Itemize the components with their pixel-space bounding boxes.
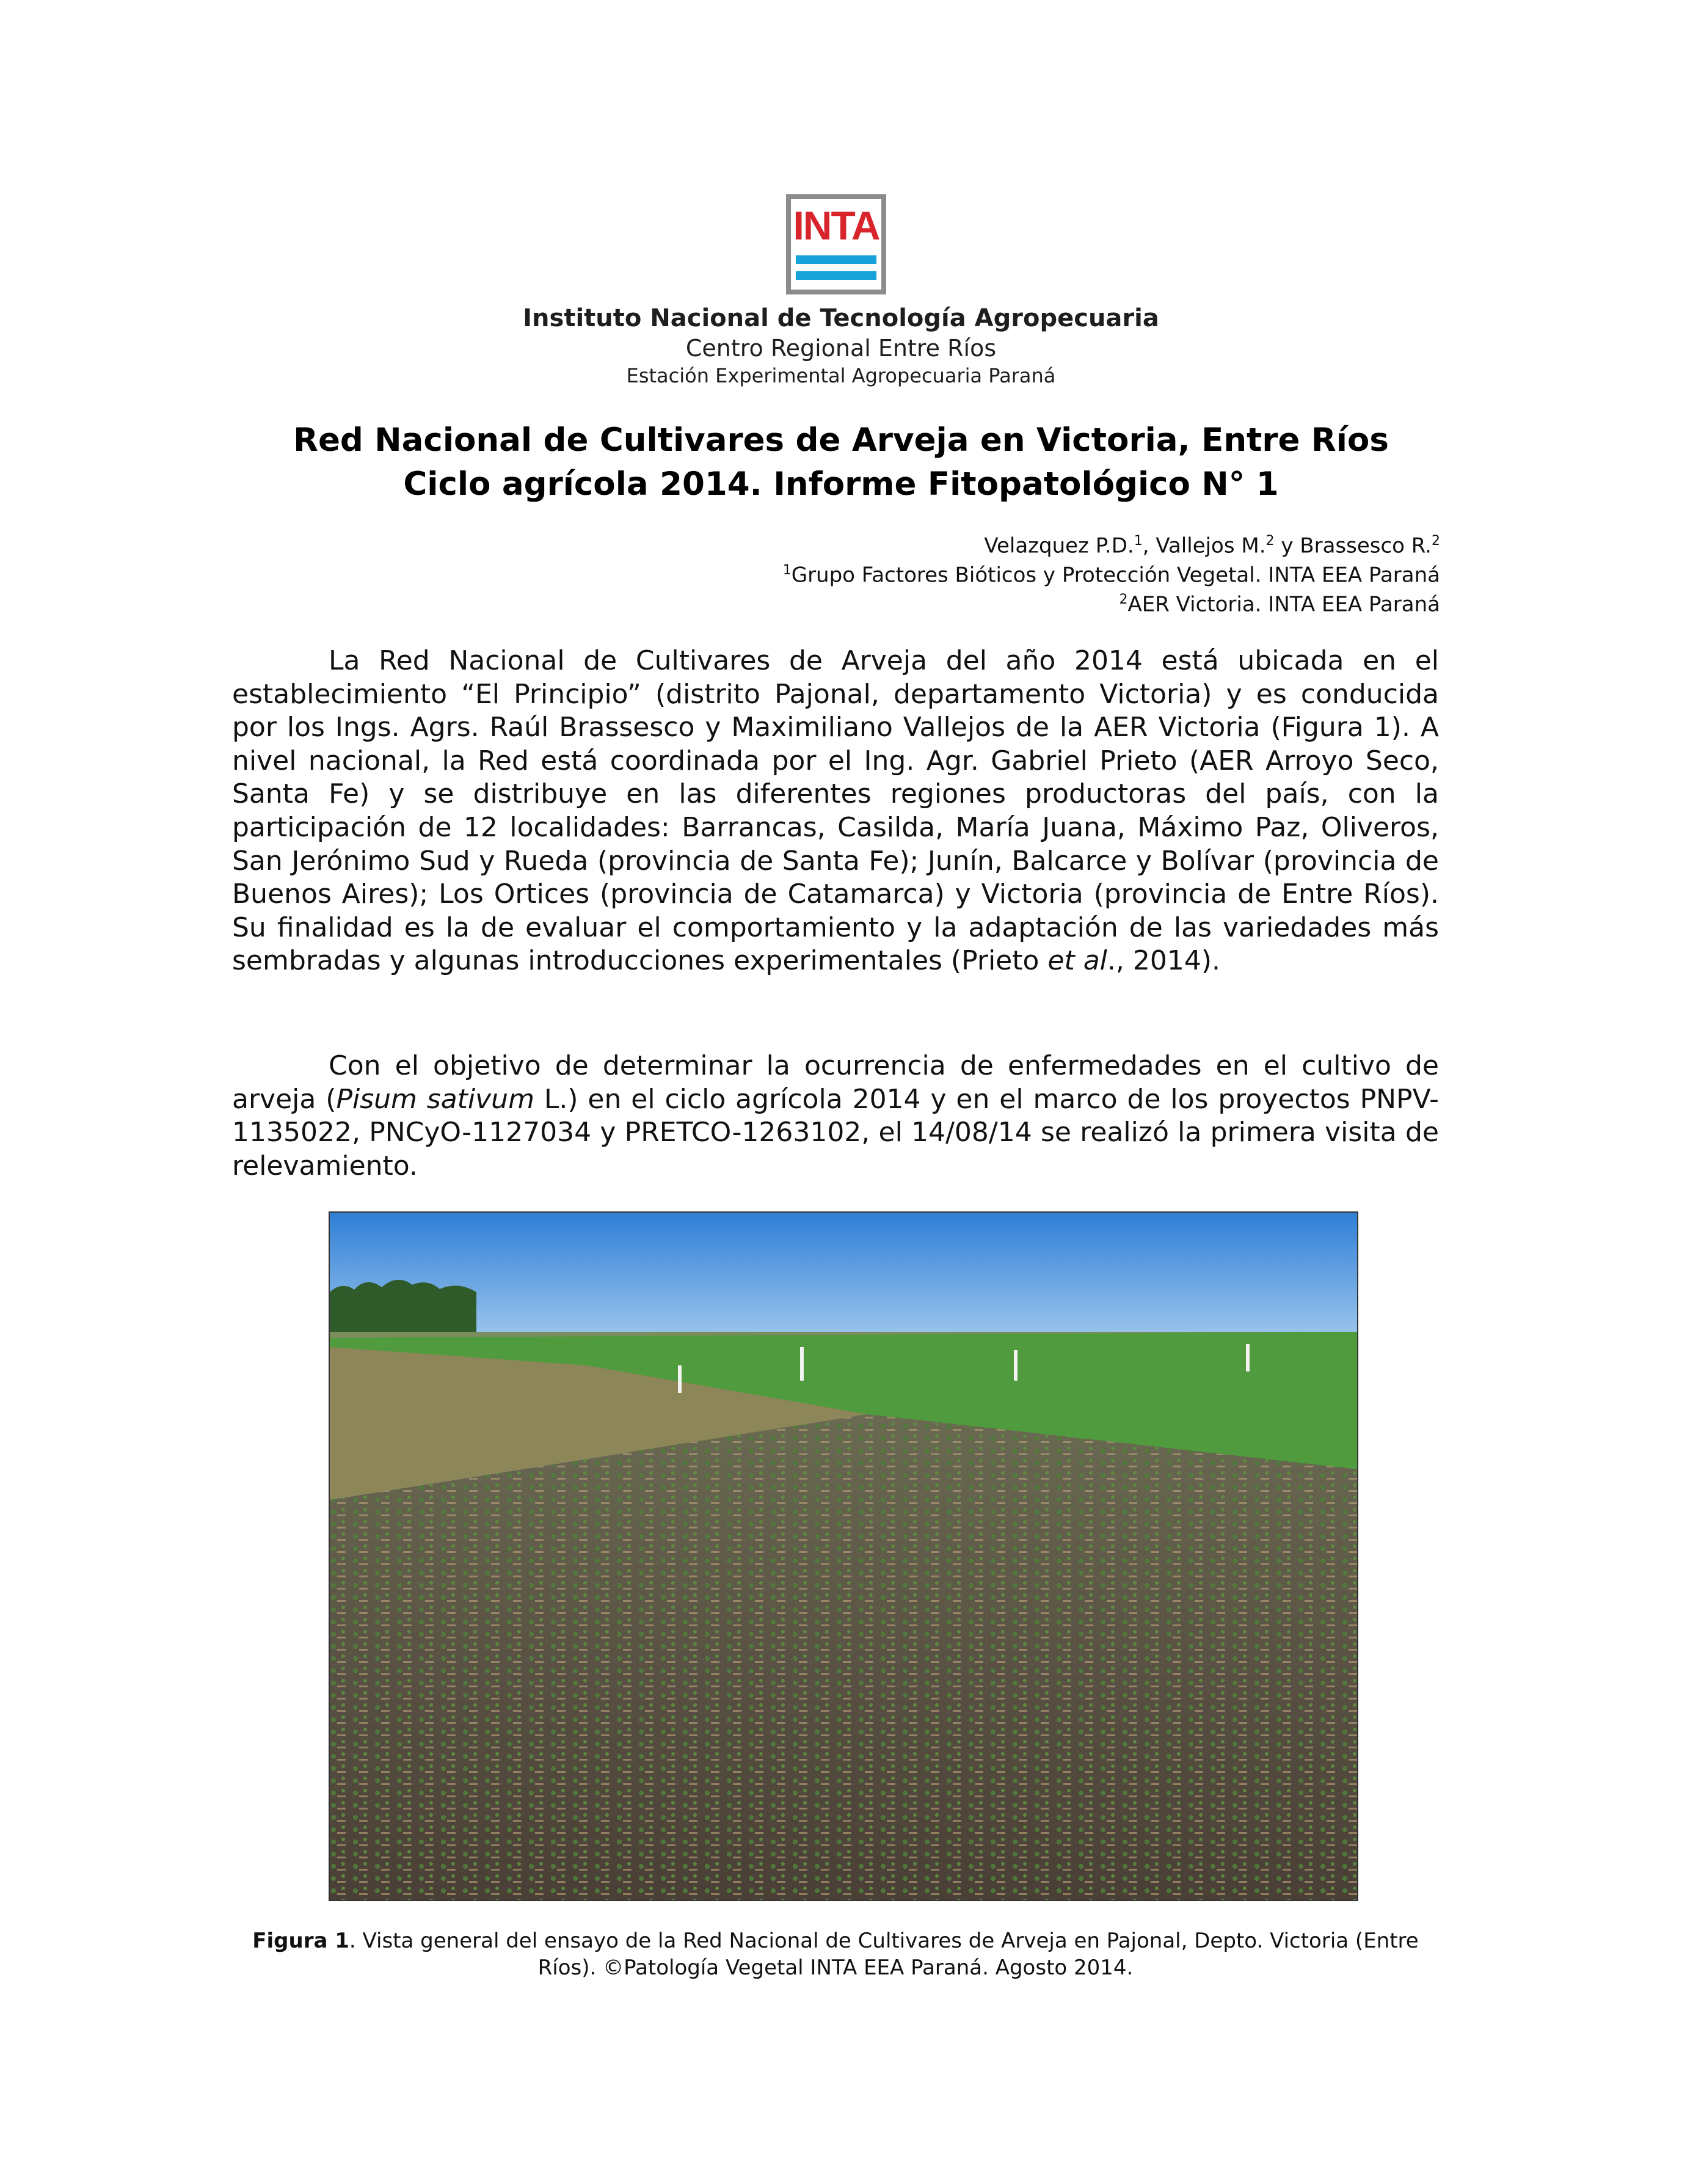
inta-logo bbox=[786, 194, 886, 294]
logo-stripe bbox=[796, 255, 876, 264]
paragraph-italic: et al bbox=[1047, 945, 1107, 977]
paragraph-text: La Red Nacional de Cultivares de Arveja del año 2014 está ubicada en el establecimiento “El Principio” (distrito Pajonal, departamento Victoria) y es conducida por los Ings. Agrs. Raúl Brassesco y Maximiliano Vallejos de la AER Victoria (Figura 1). A nivel nacional, la Red está coordinada por el Ing. Agr. Gabriel Prieto (AER Arroyo Seco, Santa Fe) y se distribuye en las diferentes regiones productoras del país, con la participación de 12 localidades: Barrancas, Casilda, María Juana, Máximo Paz, Oliveros, San Jerónimo Sud y Rueda (provincia de Santa Fe); Junín, Balcarce y Bolívar (provincia de Buenos Aires); Los Ortices (provincia de Catamarca) y Victoria (provincia de Entre Ríos). Su finalidad es la de evaluar el comportamiento y la adaptación de las variedades más sembradas y algunas introducciones experimentales (Prieto bbox=[232, 645, 1439, 977]
logo-text: INTA bbox=[793, 203, 879, 248]
paragraph-objective bbox=[232, 1050, 1439, 1183]
figure-caption-text: . Vista general del ensayo de la Red Nacional de Cultivares de Arveja en Pajonal, Depto. Victoria (Entre Ríos). ©Patología Vegetal INTA EEA Paraná. Agosto 2014. bbox=[349, 1929, 1419, 1980]
figure-caption bbox=[232, 1927, 1439, 1981]
institute-name: Instituto Nacional de Tecnología Agropecuaria bbox=[523, 304, 1159, 332]
document-title-line2: Ciclo agrícola 2014. Informe Fitopatológico N° 1 bbox=[403, 466, 1279, 503]
experimental-station: Estación Experimental Agropecuaria Paraná bbox=[626, 364, 1056, 387]
figure-label: Figura 1 bbox=[252, 1929, 349, 1953]
author-name: , Vallejos M. bbox=[1142, 533, 1266, 558]
author-sup: 1 bbox=[1134, 533, 1143, 549]
paragraph-intro bbox=[232, 645, 1439, 978]
authors-line bbox=[984, 533, 1440, 558]
document-title-line1: Red Nacional de Cultivares de Arveja en Victoria, Entre Ríos bbox=[293, 422, 1389, 459]
affiliation-sup: 1 bbox=[782, 563, 792, 578]
author-sup: 2 bbox=[1432, 533, 1440, 549]
affiliation-2 bbox=[1119, 592, 1440, 616]
paragraph-italic: Pisum sativum bbox=[336, 1083, 534, 1115]
author-name: Velazquez P.D. bbox=[984, 533, 1134, 558]
logo-stripe bbox=[796, 271, 876, 280]
author-name: y Brassesco R. bbox=[1274, 533, 1432, 558]
affiliation-sup: 2 bbox=[1119, 592, 1128, 607]
field-trial-photo bbox=[329, 1211, 1358, 1901]
author-sup: 2 bbox=[1265, 533, 1275, 549]
affiliation-1 bbox=[783, 563, 1440, 587]
paragraph-text: L.) en el ciclo agrícola 2014 y en el marco de los proyectos PNPV-1135022, PNCyO-1127034 y PRETCO-1263102, el 14/08/14 se realizó la primera visita de relevamiento. bbox=[232, 1083, 1439, 1181]
regional-center: Centro Regional Entre Ríos bbox=[685, 335, 997, 362]
paragraph-text: Con el objetivo de determinar la ocurrencia de enfermedades en el cultivo de arveja ( bbox=[232, 1050, 1439, 1115]
affiliation-text: AER Victoria. INTA EEA Paraná bbox=[1127, 592, 1440, 617]
paragraph-text: ., 2014). bbox=[1107, 945, 1220, 977]
field-photo-illustration bbox=[330, 1213, 1357, 1900]
affiliation-text: Grupo Factores Bióticos y Protección Vegetal. INTA EEA Paraná bbox=[791, 563, 1440, 588]
